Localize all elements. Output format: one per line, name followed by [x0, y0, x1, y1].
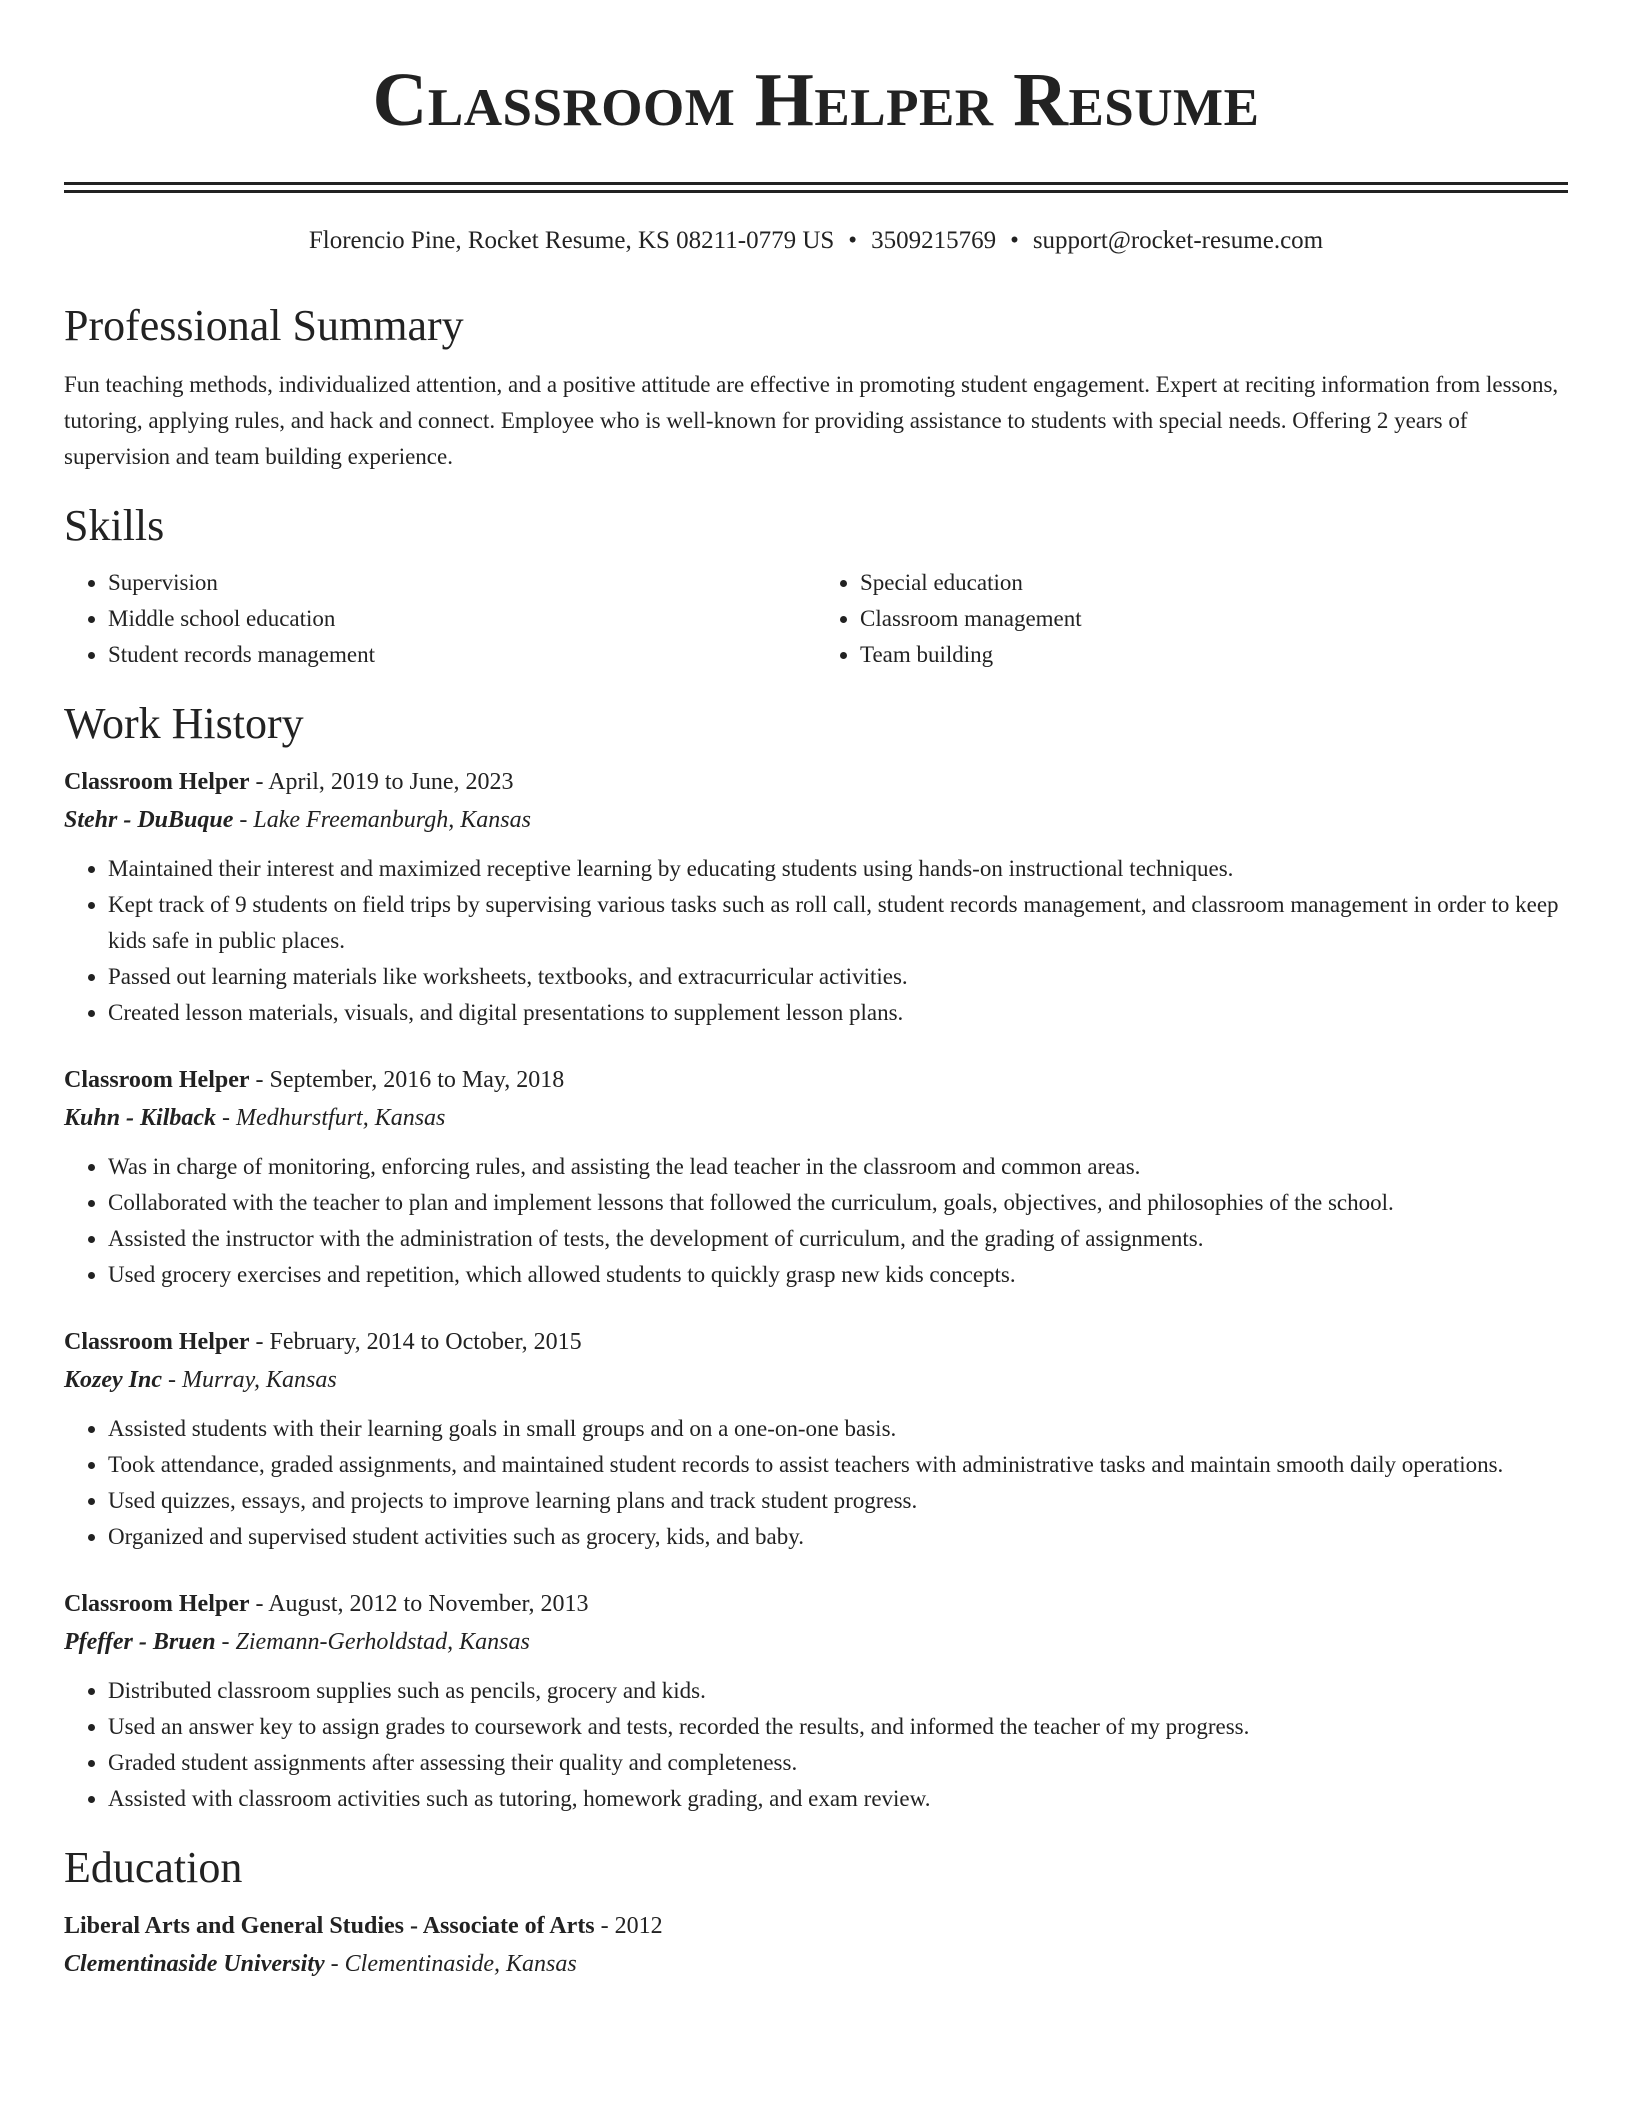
job-title-line: [64, 1323, 1568, 1361]
job-bullet: • Kept track of 9 students on field trips by supervising various tasks such as roll call, student records management, and classroom management in order to keep kids safe in public places.: [108, 887, 1568, 959]
job-bullet: • Assisted the instructor with the administration of tests, the development of curriculum, and the grading of assignments.: [108, 1221, 1568, 1257]
education-school: Clementinaside University: [64, 1951, 325, 1977]
job-bullet: • Used grocery exercises and repetition, which allowed students to quickly grasp new kids concepts.: [108, 1257, 1568, 1293]
job-company: Kuhn - Kilback: [64, 1105, 217, 1131]
education-degree: Liberal Arts and General Studies - Associate of Arts: [64, 1913, 595, 1939]
skills-column-right: [816, 565, 1568, 673]
job-bullet: • Organized and supervised student activities such as grocery, kids, and baby.: [108, 1519, 1568, 1555]
job-bullet: • Used quizzes, essays, and projects to improve learning plans and track student progress.: [108, 1483, 1568, 1519]
skill-item: • Middle school education: [108, 601, 816, 637]
title-double-rule: [64, 182, 1568, 193]
summary-heading: Professional Summary: [64, 301, 464, 350]
contact-line: [64, 225, 1568, 257]
job-company: Pfeffer - Bruen: [64, 1629, 216, 1655]
contact-separator: •: [848, 227, 858, 254]
job-entry: [64, 1061, 1568, 1293]
job-location: - Lake Freemanburgh, Kansas: [233, 807, 531, 833]
work-history-heading: Work History: [64, 699, 304, 748]
education-degree-line: [64, 1907, 1568, 1945]
education-year: - 2012: [594, 1913, 663, 1939]
job-bullet: • Assisted with classroom activities such as tutoring, homework grading, and exam review.: [108, 1781, 1568, 1817]
job-entry: [64, 1323, 1568, 1555]
skills-heading: Skills: [64, 501, 165, 550]
skills-column-left: [64, 565, 816, 673]
skills-list: [64, 565, 1568, 673]
job-entry: [64, 1585, 1568, 1817]
job-company-line: [64, 801, 1568, 839]
job-title-line: [64, 1585, 1568, 1623]
job-bullet: • Created lesson materials, visuals, and digital presentations to supplement lesson plans.: [108, 995, 1568, 1031]
education-school-line: [64, 1945, 1568, 1983]
job-title: Classroom Helper: [64, 1329, 250, 1355]
skill-item: • Supervision: [108, 565, 816, 601]
job-title-line: [64, 763, 1568, 801]
job-company: Kozey Inc: [64, 1367, 162, 1393]
resume-title: Classroom Helper Resume: [372, 58, 1260, 142]
job-dates: - April, 2019 to June, 2023: [249, 769, 514, 795]
job-entry: [64, 763, 1568, 1031]
skill-item: • Classroom management: [860, 601, 1568, 637]
job-bullet: • Was in charge of monitoring, enforcing rules, and assisting the lead teacher in the classroom and common areas.: [108, 1149, 1568, 1185]
contact-email: support@rocket-resume.com: [1032, 227, 1324, 254]
job-bullets: [64, 851, 1568, 1031]
job-bullet: • Maintained their interest and maximized receptive learning by educating students using hands-on instructional techniques.: [108, 851, 1568, 887]
job-location: - Ziemann-Gerholdstad, Kansas: [215, 1629, 530, 1655]
job-bullet: • Took attendance, graded assignments, and maintained student records to assist teachers with administrative tasks and maintain smooth daily operations.: [108, 1447, 1568, 1483]
job-bullet: • Passed out learning materials like worksheets, textbooks, and extracurricular activities.: [108, 959, 1568, 995]
job-title: Classroom Helper: [64, 769, 250, 795]
job-bullets: [64, 1149, 1568, 1293]
contact-address: Florencio Pine, Rocket Resume, KS 08211-0779 US: [308, 227, 835, 254]
job-company-line: [64, 1361, 1568, 1399]
skill-item: • Student records management: [108, 637, 816, 673]
job-title: Classroom Helper: [64, 1591, 250, 1617]
job-location: - Medhurstfurt, Kansas: [216, 1105, 446, 1131]
job-bullets: [64, 1411, 1568, 1555]
contact-separator: •: [1010, 227, 1019, 254]
job-dates: - February, 2014 to October, 2015: [249, 1329, 582, 1355]
contact-phone: 3509215769: [871, 227, 997, 254]
job-bullet: • Collaborated with the teacher to plan and implement lessons that followed the curriculum, goals, objectives, and philosophies of the school.: [108, 1185, 1568, 1221]
education-heading: Education: [64, 1843, 243, 1892]
job-bullet: • Used an answer key to assign grades to coursework and tests, recorded the results, and informed the teacher of my progress.: [108, 1709, 1568, 1745]
job-company: Stehr - DuBuque: [64, 807, 234, 833]
job-bullet: • Assisted students with their learning goals in small groups and on a one-on-one basis.: [108, 1411, 1568, 1447]
job-dates: - August, 2012 to November, 2013: [249, 1591, 589, 1617]
job-bullet: • Distributed classroom supplies such as pencils, grocery and kids.: [108, 1673, 1568, 1709]
job-location: - Murray, Kansas: [162, 1367, 337, 1393]
job-title-line: [64, 1061, 1568, 1099]
summary-text: Fun teaching methods, individualized attention, and a positive attitude are effective in promoting student engagement. Expert at reciting information from lessons, tutoring, applying rules, and hack and connect. Employee who is well-known for providing assistance to students with special needs. Offering 2 years of supervision and team building experience.: [64, 372, 1559, 469]
job-company-line: [64, 1623, 1568, 1661]
job-bullets: [64, 1673, 1568, 1817]
education-location: - Clementinaside, Kansas: [324, 1951, 577, 1977]
job-bullet: • Graded student assignments after assessing their quality and completeness.: [108, 1745, 1568, 1781]
skill-item: • Team building: [860, 637, 1568, 673]
skill-item: • Special education: [860, 565, 1568, 601]
job-title: Classroom Helper: [64, 1067, 250, 1093]
job-company-line: [64, 1099, 1568, 1137]
job-dates: - September, 2016 to May, 2018: [249, 1067, 565, 1093]
